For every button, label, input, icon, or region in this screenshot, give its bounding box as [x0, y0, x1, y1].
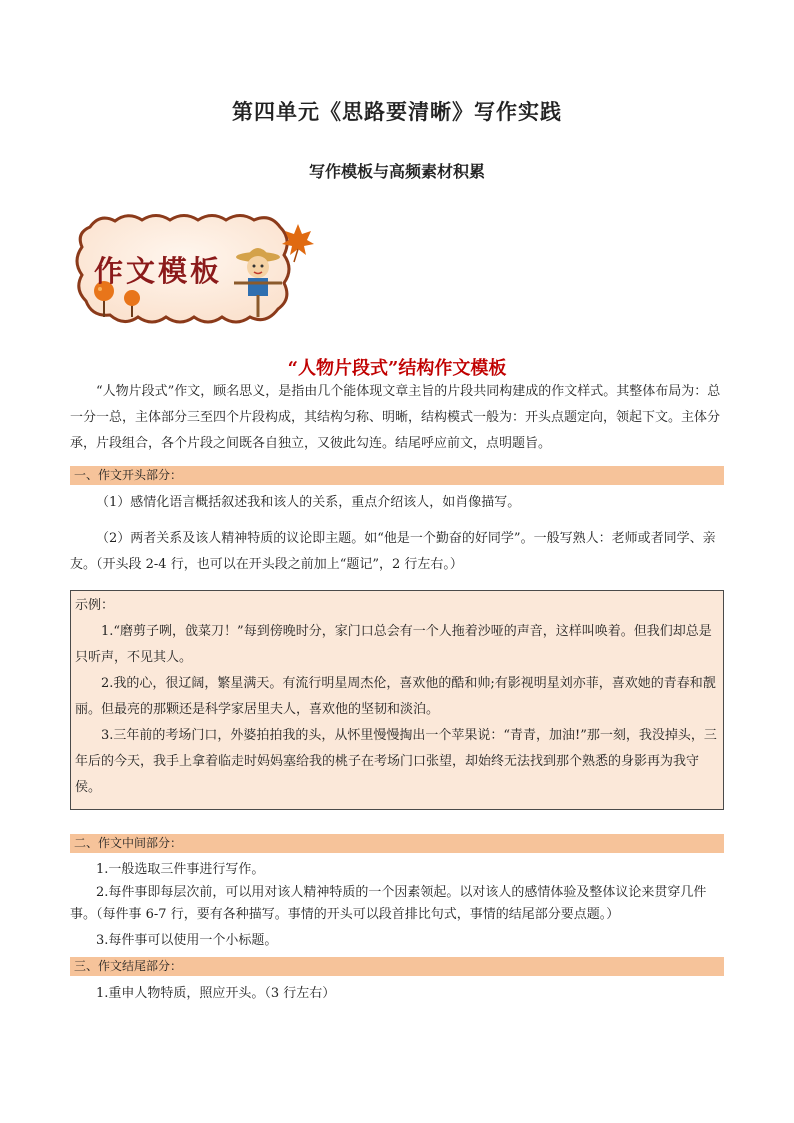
- part3-heading: 三、作文结尾部分：: [70, 957, 724, 976]
- example-label: 示例：: [75, 598, 115, 613]
- maple-leaf-icon: [282, 224, 314, 262]
- composition-template-banner: [70, 205, 315, 330]
- page-title: 第四单元《思路要清晰》写作实践: [232, 99, 562, 124]
- page-subtitle: 写作模板与高频素材积累: [308, 162, 485, 181]
- part2-item-3: 3.每件事可以使用一个小标题。: [96, 933, 278, 948]
- part2-item-2: 2.每件事即每层次前，可以用对该人精神特质的一个因素领起。以对该人的感情体验及整体议论来贯穿几件事。（每件事 6-7 行，要有各种描写。事情的开头可以段首排比句式，事情的结尾部分要点题。）: [70, 885, 707, 922]
- part1-item-2: （2）两者关系及该人精神特质的议论即主题。如“他是一个勤奋的好同学”。一般写熟人：老师或者同学、亲友。（开头段 2-4 行，也可以在开头段之前加上“题记”，2 行左右。）: [70, 531, 716, 572]
- example-item-2: 2.我的心，很辽阔，繁星满天。有流行明星周杰伦，喜欢他的酷和帅;有影视明星刘亦菲，喜欢她的青春和靓丽。但最亮的那颗还是科学家居里夫人，喜欢他的坚韧和淡泊。: [75, 676, 716, 717]
- part2-heading: 二、作文中间部分：: [70, 834, 724, 853]
- section-title: “人物片段式”结构作文模板: [287, 358, 507, 379]
- example-box: [70, 590, 724, 810]
- intro-paragraph: “人物片段式”作文，顾名思义，是指由几个能体现文章主旨的片段共同构建成的作文样式。其整体布局为：总一分一总，主体部分三至四个片段构成，其结构匀称、明晰，结构模式一般为：开头点题定向，领起下文。主体分承，片段组合，各个片段之间既各自独立，又彼此勾连。结尾呼应前文，点明题旨。: [70, 384, 721, 451]
- part2-item-1: 1.一般选取三件事进行写作。: [96, 862, 265, 877]
- part1-heading: 一、作文开头部分：: [70, 466, 724, 485]
- part1-item-1: （1）感情化语言概括叙述我和该人的关系，重点介绍该人，如肖像描写。: [96, 495, 521, 510]
- banner-text: 作文模板: [93, 254, 223, 288]
- example-item-3: 3.三年前的考场门口，外婆拍拍我的头，从怀里慢慢掏出一个苹果说：“青青，加油!”那一刻，我没掉头，三年后的今天，我手上拿着临走时妈妈塞给我的桃子在考场门口张望，却始终无法找到那个熟悉的身影再为我守侯。: [75, 728, 717, 795]
- example-item-1: 1.“磨剪子咧，戗菜刀！”每到傍晚时分，家门口总会有一个人拖着沙哑的声音，这样叫唤着。但我们却总是只听声，不见其人。: [75, 624, 712, 665]
- part3-item-1: 1.重申人物特质，照应开头。（3 行左右）: [96, 986, 336, 1001]
